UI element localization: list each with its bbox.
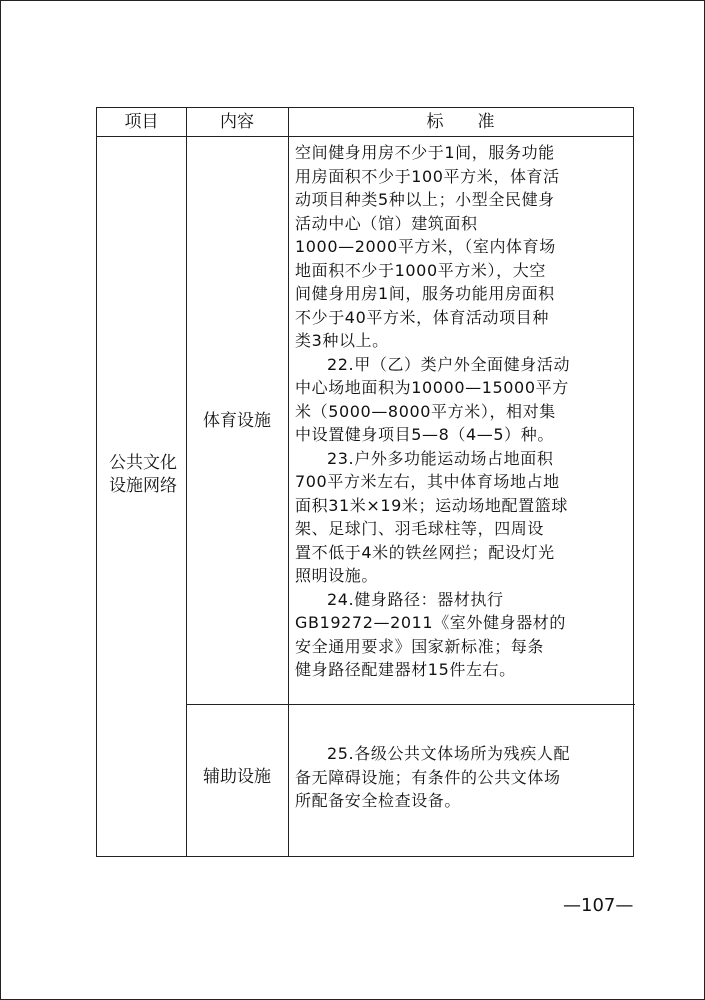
- standard-line: GB19272—2011《室外健身器材的: [295, 613, 566, 632]
- standard-line: 安全通用要求》国家新标准；每条: [295, 636, 545, 656]
- standard-line: 面积31米×19米；运动场地配置篮球: [295, 495, 568, 515]
- standard-line: 间健身用房1间，服务功能用房面积: [295, 284, 555, 303]
- header-item: 项目: [124, 112, 159, 132]
- standard-line: 700平方米左右，其中体育场地占地: [295, 472, 560, 491]
- standard-line: 23.户外多功能运动场占地面积: [327, 448, 554, 468]
- standard-line: 架、足球门、羽毛球柱等，四周设: [295, 519, 545, 538]
- standard-line: 活动中心（馆）建筑面积: [295, 213, 478, 233]
- page-number: —107—: [563, 895, 634, 916]
- standard-line: 备无障碍设施；有条件的公共文体场: [295, 767, 561, 787]
- standard-line: 类3种以上。: [295, 331, 389, 350]
- standard-line: 中心场地面积为10000—15000平方: [295, 378, 569, 397]
- standard-line: 照明设施。: [295, 566, 379, 585]
- standard-line: 25.各级公共文体场所为残疾人配: [327, 744, 571, 763]
- category-line: 公共文化: [109, 453, 177, 473]
- category-line: 设施网络: [109, 476, 177, 496]
- standard-line: 中设置健身项目5—8（4—5）种。: [295, 425, 554, 444]
- column-divider: [288, 108, 289, 856]
- standard-line: 所配备安全检查设备。: [295, 791, 462, 810]
- column-divider: [186, 108, 187, 856]
- standard-line: 地面积不少于1000平方米），大空: [295, 260, 546, 280]
- category-cell: [103, 452, 183, 498]
- standard-line: 用房面积不少于100平方米，体育活: [295, 166, 560, 186]
- standard-line: 置不低于4米的铁丝网拦；配设灯光: [295, 542, 555, 562]
- standard-line: 健身路径配建器材15件左右。: [295, 660, 516, 679]
- header-divider: [97, 136, 633, 137]
- standard-line: 米（5000—8000平方米），相对集: [295, 401, 556, 421]
- standard-line: 不少于40平方米，体育活动项目种: [295, 307, 549, 327]
- standard-line: 动项目种类5种以上；小型全民健身: [295, 190, 555, 209]
- standard-line: 22.甲（乙）类户外全面健身活动: [327, 354, 571, 374]
- standard-line: 1000—2000平方米，（室内体育场: [295, 237, 556, 256]
- content-cell-auxiliary-facilities: 辅助设施: [203, 767, 271, 787]
- standard-line: 空间健身用房不少于1间，服务功能: [295, 143, 555, 162]
- content-cell-sports-facilities: 体育设施: [203, 411, 271, 431]
- header-standard: 标 准: [426, 112, 495, 132]
- header-content: 内容: [220, 112, 254, 132]
- standard-line: 24.健身路径：器材执行: [327, 589, 504, 609]
- standards-table: [96, 107, 634, 857]
- row-divider: [186, 704, 635, 705]
- standard-cell-auxiliary-facilities: [295, 742, 570, 813]
- standard-cell-sports-facilities: [295, 141, 570, 682]
